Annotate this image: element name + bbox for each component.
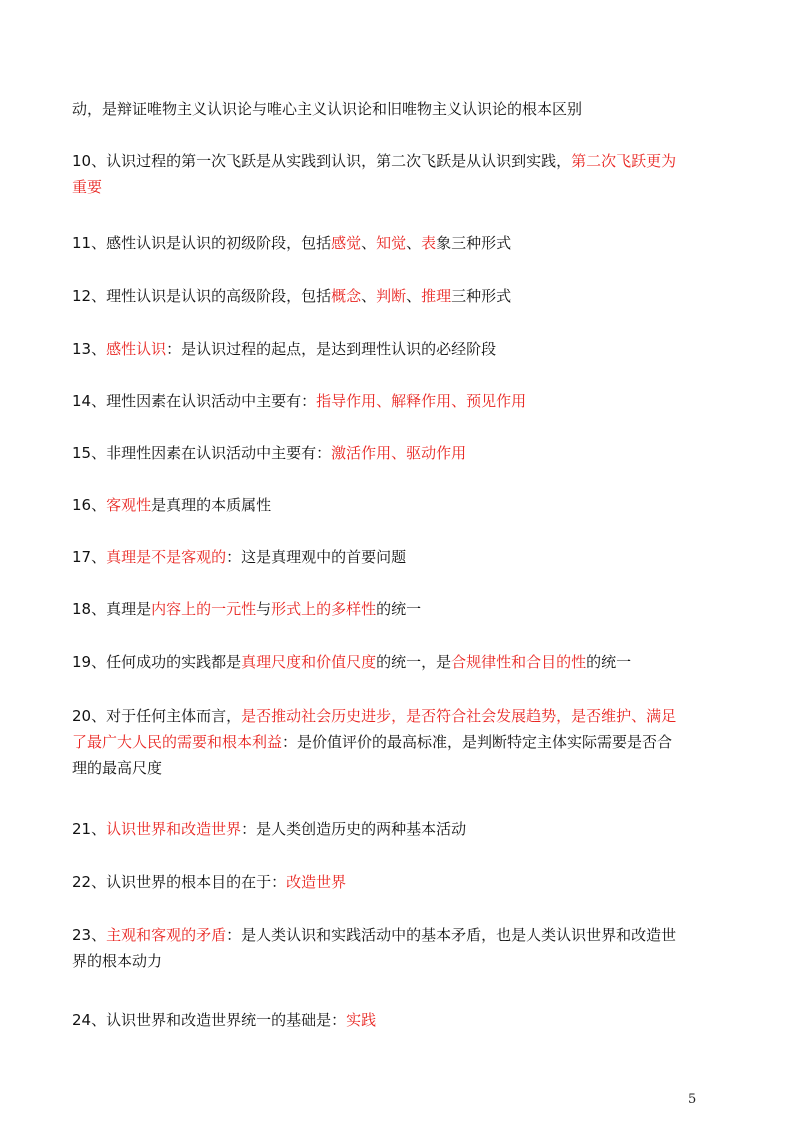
- body-text: 16、: [72, 496, 107, 514]
- item-11: [72, 230, 732, 256]
- body-text: 是真理的本质属性: [151, 496, 272, 514]
- body-text: 20、对于任何主体而言，: [72, 707, 242, 725]
- item-24: [72, 1007, 732, 1033]
- highlighted-text: 激活作用、驱动作用: [331, 444, 467, 462]
- item-23-cont: [72, 948, 732, 974]
- item-19: [72, 649, 732, 675]
- body-text: 三种形式: [451, 287, 512, 305]
- body-text: 象三种形式: [436, 234, 512, 252]
- body-text: 界的根本动力: [72, 952, 163, 970]
- item-15: [72, 440, 732, 466]
- highlighted-text: 合规律性和合目的性: [451, 653, 587, 671]
- highlighted-text: 实践: [346, 1011, 377, 1029]
- body-text: 22、认识世界的根本目的在于：: [72, 873, 287, 891]
- item-13: [72, 336, 732, 362]
- highlighted-text: 主观和客观的矛盾: [106, 926, 227, 944]
- body-text: 21、: [72, 820, 107, 838]
- highlighted-text: 认识世界和改造世界: [106, 820, 242, 838]
- body-text: 理的最高尺度: [72, 759, 163, 777]
- highlighted-text: 表: [421, 234, 437, 252]
- highlighted-text: 判断: [376, 287, 407, 305]
- highlighted-text: 重要: [72, 178, 103, 196]
- body-text: 的统一，是: [376, 653, 452, 671]
- highlighted-text: 感性认识: [106, 340, 167, 358]
- body-text: 的统一: [586, 653, 632, 671]
- item-23: [72, 922, 732, 948]
- page-number: 5: [688, 1092, 697, 1107]
- body-text: ：是价值评价的最高标准，是判断特定主体实际需要是否合: [282, 733, 673, 751]
- item-10: [72, 148, 732, 174]
- item-22: [72, 869, 732, 895]
- body-text: 动，是辩证唯物主义认识论与唯心主义认识论和旧唯物主义认识论的根本区别: [72, 100, 583, 118]
- item-20: [72, 703, 732, 729]
- body-text: ：这是真理观中的首要问题: [226, 548, 407, 566]
- body-text: 、: [361, 234, 377, 252]
- highlighted-text: 指导作用、解释作用、预见作用: [316, 392, 527, 410]
- highlighted-text: 真理尺度和价值尺度: [241, 653, 377, 671]
- item-20-cont2: [72, 755, 732, 781]
- item-16: [72, 492, 732, 518]
- body-text: 17、: [72, 548, 107, 566]
- body-text: 的统一: [376, 600, 422, 618]
- highlighted-text: 概念: [331, 287, 362, 305]
- item-18: [72, 596, 732, 622]
- body-text: 与: [256, 600, 272, 618]
- highlighted-text: 推理: [421, 287, 452, 305]
- body-text: 24、认识世界和改造世界统一的基础是：: [72, 1011, 347, 1029]
- highlighted-text: 是否推动社会历史进步，是否符合社会发展趋势，是否维护、满足: [241, 707, 677, 725]
- body-text: 12、理性认识是认识的高级阶段，包括: [72, 287, 332, 305]
- highlighted-text: 内容上的一元性: [151, 600, 257, 618]
- body-text: 14、理性因素在认识活动中主要有：: [72, 392, 317, 410]
- body-text: 10、认识过程的第一次飞跃是从实践到认识，第二次飞跃是从认识到实践，: [72, 152, 572, 170]
- body-text: ：是人类认识和实践活动中的基本矛盾，也是人类认识世界和改造世: [226, 926, 677, 944]
- body-text: 、: [406, 234, 422, 252]
- highlighted-text: 客观性: [106, 496, 152, 514]
- body-text: 23、: [72, 926, 107, 944]
- item-21: [72, 816, 732, 842]
- item-12: [72, 283, 732, 309]
- highlighted-text: 第二次飞跃更为: [571, 152, 677, 170]
- item-20-cont1: [72, 729, 732, 755]
- body-text: 19、任何成功的实践都是: [72, 653, 242, 671]
- body-text: 13、: [72, 340, 107, 358]
- item-17: [72, 544, 732, 570]
- highlighted-text: 了最广大人民的需要和根本利益: [72, 733, 283, 751]
- body-text: ：是认识过程的起点，是达到理性认识的必经阶段: [166, 340, 497, 358]
- highlighted-text: 感觉: [331, 234, 362, 252]
- body-text: 18、真理是: [72, 600, 152, 618]
- body-text: 、: [406, 287, 422, 305]
- highlighted-text: 改造世界: [286, 873, 347, 891]
- item-10-cont: [72, 174, 732, 200]
- highlighted-text: 形式上的多样性: [271, 600, 377, 618]
- body-text: 11、感性认识是认识的初级阶段，包括: [72, 234, 332, 252]
- highlighted-text: 知觉: [376, 234, 407, 252]
- body-text: 15、非理性因素在认识活动中主要有：: [72, 444, 332, 462]
- body-text: 、: [361, 287, 377, 305]
- line-9-cont: [72, 96, 732, 122]
- item-14: [72, 388, 732, 414]
- body-text: ：是人类创造历史的两种基本活动: [241, 820, 467, 838]
- highlighted-text: 真理是不是客观的: [106, 548, 227, 566]
